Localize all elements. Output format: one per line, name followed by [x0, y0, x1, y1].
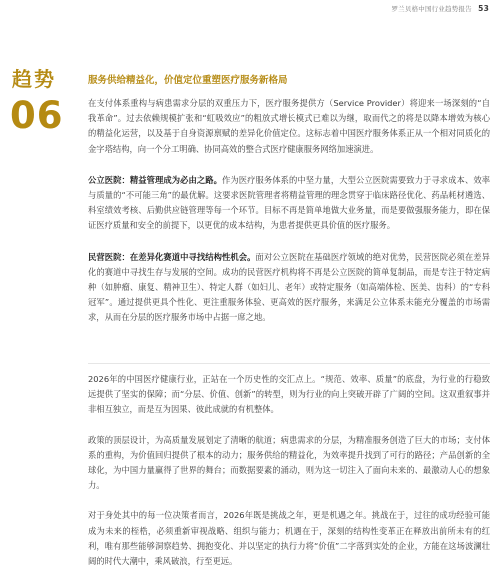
main-content — [88, 96, 490, 326]
page-header — [391, 4, 489, 13]
page-number: 53 — [478, 4, 489, 13]
trend-number: 06 — [10, 94, 64, 137]
intro-paragraph: 在支付体系重构与病患需求分层的双重压力下，医疗服务提供方（Service Provider）将迎来一场深刻的“自我革命”。过去依赖规模扩张和“虹吸效应”的粗放式增长模式已难以为继，取而代之的将是以降本增效为核心的精益化运营，以及基于自身资源禀赋的差异化价值定位。这标志着中国医疗服务体系正从一个相对同质化的金字塔结构，向一个分工明确、协同高效的整合式医疗健康服务网络加速演进。 — [88, 98, 490, 154]
public-hospital-text: 作为医疗服务体系的中坚力量，大型公立医院需要致力于寻求成本、效率与质量的“不可能三角”的最优解。这要求医院管理者将精益管理的理念贯穿于临床路径优化、药品耗材遴选、科室绩效考核、后勤供应链管理等每一个环节。目标不再是简单地做大业务量，而是要做强服务能力，即在保证医疗质量和安全的前提下，以更优的成本结构，为患者提供更具价值的医疗服务。 — [88, 174, 490, 231]
private-hospital-paragraph — [88, 250, 490, 326]
public-hospital-paragraph — [88, 173, 490, 234]
trend-label: 趋势 — [12, 67, 56, 91]
conclusion-paragraph-3: 对于身处其中的每一位决策者而言，2026年既是挑战之年，更是机遇之年。挑战在于，过往的成功经验可能成为未来的桎梏，必须重新审视战略、组织与能力；机遇在于，深刻的结构性变革正在释放出前所未有的红利，唯有那些能够洞察趋势、拥抱变化、并以坚定的执行力将“价值”二字落到实处的企业，方能在这场波澜壮阔的时代大潮中，乘风破浪，行至更远。 — [88, 510, 490, 567]
conclusion-paragraph-2: 政策的顶层设计，为高质量发展划定了清晰的航道；病患需求的分层，为精准服务创造了巨大的市场；支付体系的重构，为价值回归提供了根本的动力；服务供给的精益化，为效率提升找到了可行的路径；产品创新的全球化，为中国力量赢得了世界的舞台；而数据要素的涌动，则为这一切注入了面向未来的、最激动人心的想象力。 — [88, 434, 490, 491]
report-title: 罗兰贝格中国行业趋势报告 — [391, 5, 472, 13]
conclusion-paragraph-1: 2026年的中国医疗健康行业，正站在一个历史性的交汇点上。“规范、效率、质量”的底盘，为行业的行稳致远提供了坚实的保障；而“分层、价值、创新”的转型，则为行业的向上突破开辟了广阔的空间。这双重叙事并非相互独立，而是互为因果、彼此成就的有机整体。 — [88, 374, 490, 415]
private-hospital-lead: 民营医院：在差异化赛道中寻找结构性机会。 — [88, 251, 256, 262]
section-title: 服务供给精益化，价值定位重塑医疗服务新格局 — [88, 75, 288, 86]
conclusion-section — [88, 372, 490, 584]
private-hospital-text: 面对公立医院在基础医疗领域的绝对优势，民营医院必须在差异化的赛道中寻找生存与发展的空间。成功的民营医疗机构将不再是公立医院的简单复制品，而是专注于特定病种（如肿瘤、康复、精神卫生）、特定人群（如妇儿、老年）或特定服务（如高端体检、医美、齿科）的“专科冠军”。通过提供更具个性化、更注重服务体验、更高效的医疗服务，来满足公立体系未能充分覆盖的市场需求，从而在分层的医疗服务市场中占据一席之地。 — [88, 251, 490, 323]
section-divider — [88, 363, 490, 364]
public-hospital-lead: 公立医院：精益管理成为必由之路。 — [88, 174, 223, 185]
